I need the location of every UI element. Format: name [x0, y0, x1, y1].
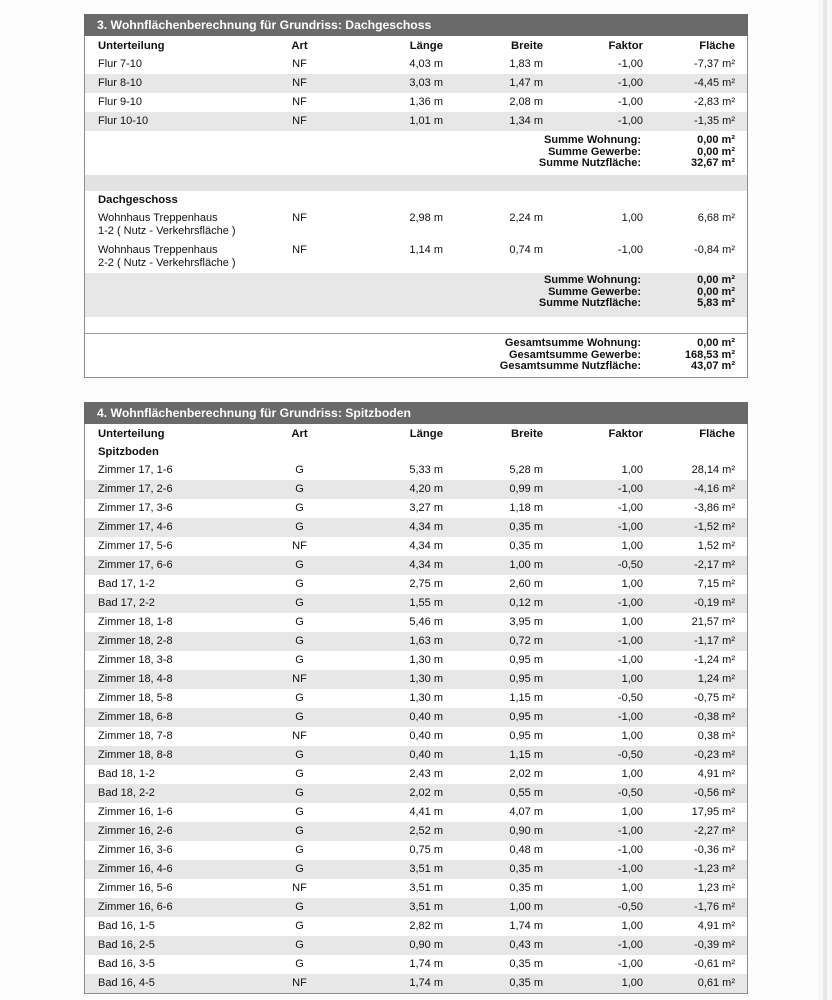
cell-art: NF — [292, 77, 307, 89]
cell-laenge: 1,63 m — [409, 635, 443, 647]
subtotal-value-gewerbe: 0,00 m² — [697, 145, 735, 158]
cell-faktor: 1,00 — [621, 882, 643, 894]
cell-faktor: -1,00 — [617, 863, 643, 875]
cell-unterteilung — [98, 212, 236, 238]
cell-unterteilung: Zimmer 16, 2-6 — [98, 825, 173, 837]
cell-art: G — [295, 863, 304, 875]
cell-faktor: -1,00 — [617, 597, 643, 609]
cell-unterteilung-line: Wohnhaus Treppenhaus — [98, 212, 218, 224]
cell-unterteilung: Zimmer 17, 3-6 — [98, 502, 173, 514]
cell-unterteilung: Zimmer 17, 5-6 — [98, 540, 173, 552]
cell-art: NF — [292, 58, 307, 70]
table-row — [85, 651, 747, 670]
subtotal-values — [697, 275, 735, 310]
cell-art: G — [295, 768, 304, 780]
table-row — [85, 209, 747, 241]
cell-flaeche: 28,14 m² — [691, 464, 735, 476]
cell-faktor: -1,00 — [617, 77, 643, 89]
cell-art: G — [295, 578, 304, 590]
table-body — [85, 461, 747, 993]
cell-art: NF — [292, 96, 307, 108]
cell-art: G — [295, 502, 304, 514]
column-header-laenge: Länge — [409, 40, 443, 52]
cell-flaeche: -2,83 m² — [694, 96, 735, 108]
cell-laenge: 2,52 m — [409, 825, 443, 837]
cell-laenge: 0,40 m — [409, 730, 443, 742]
cell-flaeche: 6,68 m² — [697, 212, 735, 224]
cell-unterteilung: Zimmer 17, 2-6 — [98, 483, 173, 495]
cell-faktor: 1,00 — [621, 920, 643, 932]
cell-faktor: -1,00 — [617, 958, 643, 970]
cell-art: G — [295, 825, 304, 837]
cell-flaeche: -1,24 m² — [694, 654, 735, 666]
cell-laenge: 3,51 m — [409, 901, 443, 913]
column-header-art: Art — [291, 40, 308, 52]
subtotal-label-nutzflaeche: Summe Nutzfläche: — [538, 157, 641, 170]
subtotal-value-nutzflaeche: 32,67 m² — [690, 157, 735, 170]
cell-faktor: -0,50 — [617, 787, 643, 799]
table-row — [85, 860, 747, 879]
cell-flaeche: 1,52 m² — [697, 540, 735, 552]
table-row — [85, 879, 747, 898]
cell-unterteilung: Zimmer 17, 1-6 — [98, 464, 173, 476]
cell-flaeche: -2,27 m² — [694, 825, 735, 837]
cell-art: G — [295, 521, 304, 533]
cell-laenge: 5,33 m — [409, 464, 443, 476]
table-row — [85, 955, 747, 974]
group-heading-label: Dachgeschoss — [98, 194, 178, 206]
cell-breite: 3,95 m — [509, 616, 543, 628]
cell-laenge: 4,20 m — [409, 483, 443, 495]
cell-faktor: -0,50 — [617, 749, 643, 761]
cell-unterteilung: Zimmer 18, 2-8 — [98, 635, 173, 647]
subtotal-label-nutzflaeche: Summe Nutzfläche: — [538, 297, 641, 310]
group-separator — [85, 175, 747, 191]
cell-unterteilung-line: 2-2 ( Nutz - Verkehrsfläche ) — [98, 257, 236, 269]
cell-laenge: 1,30 m — [409, 654, 443, 666]
cell-faktor: -1,00 — [617, 825, 643, 837]
cell-laenge: 1,36 m — [409, 96, 443, 108]
cell-faktor: -1,00 — [617, 711, 643, 723]
cell-unterteilung: Bad 16, 1-5 — [98, 920, 155, 932]
section-spitzboden — [84, 402, 748, 994]
cell-flaeche: 4,91 m² — [697, 768, 735, 780]
cell-flaeche: -1,35 m² — [694, 115, 735, 127]
cell-breite: 1,00 m — [509, 901, 543, 913]
grand-total-label-wohnung: Gesamtsumme Wohnung: — [504, 337, 641, 349]
cell-flaeche: 21,57 m² — [691, 616, 735, 628]
cell-breite: 0,95 m — [509, 654, 543, 666]
column-header-faktor: Faktor — [608, 428, 643, 440]
table-row — [85, 575, 747, 594]
subtotal-value-wohnung: 0,00 m² — [697, 274, 735, 286]
cell-flaeche: 0,38 m² — [697, 730, 735, 742]
cell-flaeche: 1,24 m² — [697, 673, 735, 685]
cell-art: G — [295, 958, 304, 970]
table-row — [85, 241, 747, 273]
cell-flaeche: -4,16 m² — [694, 483, 735, 495]
table-row — [85, 689, 747, 708]
cell-breite: 2,24 m — [509, 212, 543, 224]
cell-unterteilung: Zimmer 18, 6-8 — [98, 711, 173, 723]
table-row — [85, 974, 747, 993]
cell-faktor: -0,50 — [617, 692, 643, 704]
cell-flaeche: -0,56 m² — [694, 787, 735, 799]
cell-unterteilung: Zimmer 18, 5-8 — [98, 692, 173, 704]
cell-faktor: 1,00 — [621, 578, 643, 590]
table-row — [85, 613, 747, 632]
column-header-art: Art — [291, 428, 308, 440]
cell-breite: 0,35 m — [509, 863, 543, 875]
cell-unterteilung: Bad 17, 1-2 — [98, 578, 155, 590]
cell-art: G — [295, 559, 304, 571]
cell-laenge: 1,30 m — [409, 692, 443, 704]
cell-faktor: -1,00 — [617, 635, 643, 647]
section-dachgeschoss — [84, 14, 748, 378]
cell-faktor: -1,00 — [617, 483, 643, 495]
cell-unterteilung: Flur 8-10 — [98, 77, 143, 89]
cell-breite: 1,00 m — [509, 559, 543, 571]
cell-flaeche: 1,23 m² — [697, 882, 735, 894]
cell-flaeche: -7,37 m² — [694, 58, 735, 70]
table-row — [85, 784, 747, 803]
cell-faktor: 1,00 — [621, 768, 643, 780]
cell-faktor: 1,00 — [621, 977, 643, 989]
cell-breite: 2,60 m — [509, 578, 543, 590]
cell-unterteilung-line: 1-2 ( Nutz - Verkehrsfläche ) — [98, 225, 236, 237]
cell-laenge: 3,51 m — [409, 882, 443, 894]
cell-breite: 4,07 m — [509, 806, 543, 818]
column-header-unterteilung: Unterteilung — [98, 40, 165, 52]
column-header-flaeche: Fläche — [699, 428, 735, 440]
cell-laenge: 2,43 m — [409, 768, 443, 780]
cell-faktor: -1,00 — [617, 654, 643, 666]
cell-laenge: 4,34 m — [409, 559, 443, 571]
cell-laenge: 4,41 m — [409, 806, 443, 818]
cell-art: G — [295, 749, 304, 761]
cell-unterteilung: Bad 18, 1-2 — [98, 768, 155, 780]
cell-laenge: 2,02 m — [409, 787, 443, 799]
cell-laenge: 1,74 m — [409, 977, 443, 989]
table-row — [85, 803, 747, 822]
cell-flaeche: -0,19 m² — [694, 597, 735, 609]
cell-laenge: 0,40 m — [409, 711, 443, 723]
cell-flaeche: -2,17 m² — [694, 559, 735, 571]
cell-unterteilung: Zimmer 18, 1-8 — [98, 616, 173, 628]
cell-art: G — [295, 901, 304, 913]
cell-unterteilung: Bad 16, 3-5 — [98, 958, 155, 970]
cell-flaeche: -1,76 m² — [694, 901, 735, 913]
cell-art: G — [295, 920, 304, 932]
cell-breite: 0,48 m — [509, 844, 543, 856]
cell-breite: 0,43 m — [509, 939, 543, 951]
cell-breite: 5,28 m — [509, 464, 543, 476]
table-row — [85, 765, 747, 784]
cell-faktor: -1,00 — [617, 58, 643, 70]
table-row — [85, 822, 747, 841]
cell-flaeche: -3,86 m² — [694, 502, 735, 514]
cell-art: NF — [292, 882, 307, 894]
cell-laenge: 1,30 m — [409, 673, 443, 685]
table-row — [85, 518, 747, 537]
table-row — [85, 594, 747, 613]
cell-faktor: 1,00 — [621, 806, 643, 818]
cell-art: NF — [292, 115, 307, 127]
cell-breite: 0,95 m — [509, 730, 543, 742]
cell-unterteilung: Zimmer 17, 6-6 — [98, 559, 173, 571]
cell-faktor: -0,50 — [617, 901, 643, 913]
subtotal-value-wohnung: 0,00 m² — [697, 134, 735, 146]
grand-total-value-gewerbe: 168,53 m² — [684, 348, 735, 361]
cell-breite: 1,83 m — [509, 58, 543, 70]
cell-art: G — [295, 939, 304, 951]
table-row — [85, 499, 747, 518]
group-heading — [85, 191, 747, 209]
table-row — [85, 55, 747, 74]
cell-laenge: 3,03 m — [409, 77, 443, 89]
subtotal-label-wohnung: Summe Wohnung: — [544, 134, 641, 146]
cell-faktor: -1,00 — [617, 115, 643, 127]
cell-breite: 0,72 m — [509, 635, 543, 647]
cell-art: G — [295, 711, 304, 723]
cell-breite: 1,15 m — [509, 749, 543, 761]
cell-unterteilung-line: Wohnhaus Treppenhaus — [98, 244, 218, 256]
table-row — [85, 746, 747, 765]
table-row — [85, 917, 747, 936]
cell-unterteilung — [98, 244, 236, 270]
cell-breite: 0,95 m — [509, 673, 543, 685]
cell-art: G — [295, 483, 304, 495]
cell-breite: 0,35 m — [509, 977, 543, 989]
group-heading — [85, 443, 747, 461]
cell-art: G — [295, 464, 304, 476]
table-row — [85, 727, 747, 746]
cell-faktor: -1,00 — [617, 502, 643, 514]
cell-art: NF — [292, 212, 307, 224]
cell-unterteilung: Zimmer 16, 1-6 — [98, 806, 173, 818]
grand-total-label-nutzflaeche: Gesamtsumme Nutzfläche: — [499, 360, 641, 373]
subtotal-value-gewerbe: 0,00 m² — [697, 285, 735, 298]
cell-breite: 0,74 m — [509, 244, 543, 256]
cell-unterteilung: Zimmer 18, 7-8 — [98, 730, 173, 742]
cell-faktor: 1,00 — [621, 540, 643, 552]
cell-flaeche: -0,84 m² — [694, 244, 735, 256]
column-header-laenge: Länge — [409, 428, 443, 440]
grand-total-label-gewerbe: Gesamtsumme Gewerbe: — [508, 348, 641, 361]
subtotal-label-gewerbe: Summe Gewerbe: — [548, 285, 641, 298]
cell-flaeche: -0,23 m² — [694, 749, 735, 761]
cell-laenge: 1,14 m — [409, 244, 443, 256]
cell-laenge: 0,40 m — [409, 749, 443, 761]
subtotal-values — [691, 135, 735, 170]
cell-laenge: 1,01 m — [409, 115, 443, 127]
subtotals-block — [85, 273, 747, 317]
cell-laenge: 1,55 m — [409, 597, 443, 609]
grand-total-value-wohnung: 0,00 m² — [697, 337, 735, 349]
cell-faktor: 1,00 — [621, 673, 643, 685]
cell-flaeche: -1,17 m² — [694, 635, 735, 647]
table-row — [85, 670, 747, 689]
table-body — [85, 209, 747, 273]
cell-faktor: 1,00 — [621, 730, 643, 742]
cell-art: G — [295, 635, 304, 647]
cell-unterteilung: Zimmer 18, 3-8 — [98, 654, 173, 666]
cell-laenge: 4,34 m — [409, 540, 443, 552]
cell-faktor: -1,00 — [617, 521, 643, 533]
column-header-flaeche: Fläche — [699, 40, 735, 52]
cell-breite: 0,99 m — [509, 483, 543, 495]
cell-flaeche: -0,39 m² — [694, 939, 735, 951]
cell-flaeche: -4,45 m² — [694, 77, 735, 89]
cell-breite: 0,35 m — [509, 958, 543, 970]
cell-art: NF — [292, 244, 307, 256]
subtotal-labels — [539, 135, 641, 170]
cell-unterteilung: Zimmer 18, 4-8 — [98, 673, 173, 685]
cell-breite: 0,12 m — [509, 597, 543, 609]
cell-unterteilung: Bad 16, 4-5 — [98, 977, 155, 989]
scrollbar[interactable] — [818, 0, 832, 1000]
cell-breite: 0,95 m — [509, 711, 543, 723]
cell-breite: 1,15 m — [509, 692, 543, 704]
cell-laenge: 0,75 m — [409, 844, 443, 856]
cell-flaeche: -0,36 m² — [694, 844, 735, 856]
cell-unterteilung: Zimmer 16, 3-6 — [98, 844, 173, 856]
cell-art: NF — [292, 977, 307, 989]
scrollbar-thumb[interactable] — [823, 0, 827, 1000]
cell-laenge: 3,51 m — [409, 863, 443, 875]
table-body — [85, 55, 747, 131]
subtotal-label-wohnung: Summe Wohnung: — [544, 274, 641, 286]
cell-faktor: -0,50 — [617, 559, 643, 571]
cell-unterteilung: Flur 9-10 — [98, 96, 143, 108]
cell-breite: 0,35 m — [509, 540, 543, 552]
cell-unterteilung: Bad 16, 2-5 — [98, 939, 155, 951]
table-row — [85, 898, 747, 917]
cell-laenge: 1,74 m — [409, 958, 443, 970]
cell-faktor: 1,00 — [621, 212, 643, 224]
table-row — [85, 632, 747, 651]
grand-total-values — [685, 338, 735, 373]
section-title: 3. Wohnflächenberechnung für Grundriss: Dachgeschoss — [84, 14, 748, 36]
subtotal-value-nutzflaeche: 5,83 m² — [697, 297, 735, 310]
column-header-row — [85, 36, 747, 55]
cell-flaeche: 17,95 m² — [691, 806, 735, 818]
table-row — [85, 480, 747, 499]
cell-unterteilung: Zimmer 18, 8-8 — [98, 749, 173, 761]
table-row — [85, 936, 747, 955]
cell-breite: 1,74 m — [509, 920, 543, 932]
cell-unterteilung: Zimmer 17, 4-6 — [98, 521, 173, 533]
cell-unterteilung: Flur 10-10 — [98, 115, 149, 127]
cell-breite: 1,18 m — [509, 502, 543, 514]
cell-flaeche: 0,61 m² — [697, 977, 735, 989]
cell-faktor: -1,00 — [617, 939, 643, 951]
cell-art: G — [295, 844, 304, 856]
cell-unterteilung: Bad 17, 2-2 — [98, 597, 155, 609]
cell-flaeche: -0,61 m² — [694, 958, 735, 970]
cell-art: G — [295, 806, 304, 818]
table-row — [85, 74, 747, 93]
cell-laenge: 0,90 m — [409, 939, 443, 951]
grand-totals-block — [85, 334, 747, 377]
cell-unterteilung: Zimmer 16, 4-6 — [98, 863, 173, 875]
cell-art: NF — [292, 673, 307, 685]
cell-flaeche: -1,23 m² — [694, 863, 735, 875]
cell-art: G — [295, 597, 304, 609]
cell-laenge: 5,46 m — [409, 616, 443, 628]
cell-breite: 0,55 m — [509, 787, 543, 799]
cell-flaeche: -0,38 m² — [694, 711, 735, 723]
column-header-breite: Breite — [510, 40, 543, 52]
cell-faktor: 1,00 — [621, 464, 643, 476]
cell-art: G — [295, 654, 304, 666]
cell-unterteilung: Zimmer 16, 5-6 — [98, 882, 173, 894]
cell-laenge: 4,03 m — [409, 58, 443, 70]
subtotal-labels — [539, 275, 641, 310]
cell-laenge: 2,82 m — [409, 920, 443, 932]
cell-flaeche: -0,75 m² — [694, 692, 735, 704]
section-title: 4. Wohnflächenberechnung für Grundriss: Spitzboden — [84, 402, 748, 424]
column-header-unterteilung: Unterteilung — [98, 428, 165, 440]
cell-faktor: -1,00 — [617, 96, 643, 108]
cell-breite: 2,02 m — [509, 768, 543, 780]
cell-art: G — [295, 692, 304, 704]
cell-laenge: 4,34 m — [409, 521, 443, 533]
cell-breite: 0,35 m — [509, 882, 543, 894]
cell-art: G — [295, 616, 304, 628]
cell-breite: 2,08 m — [509, 96, 543, 108]
cell-flaeche: 4,91 m² — [697, 920, 735, 932]
cell-unterteilung: Bad 18, 2-2 — [98, 787, 155, 799]
cell-laenge: 3,27 m — [409, 502, 443, 514]
subtotal-label-gewerbe: Summe Gewerbe: — [548, 145, 641, 158]
cell-laenge: 2,75 m — [409, 578, 443, 590]
cell-faktor: -1,00 — [617, 244, 643, 256]
cell-art: G — [295, 787, 304, 799]
table-row — [85, 841, 747, 860]
cell-art: NF — [292, 730, 307, 742]
table-row — [85, 708, 747, 727]
group-heading-label: Spitzboden — [98, 446, 159, 458]
table-row — [85, 93, 747, 112]
table-row — [85, 537, 747, 556]
cell-art: NF — [292, 540, 307, 552]
cell-breite: 1,34 m — [509, 115, 543, 127]
cell-breite: 1,47 m — [509, 77, 543, 89]
column-header-row — [85, 424, 747, 443]
spacer — [85, 317, 747, 333]
cell-faktor: -1,00 — [617, 844, 643, 856]
cell-laenge: 2,98 m — [409, 212, 443, 224]
cell-flaeche: -1,52 m² — [694, 521, 735, 533]
column-header-faktor: Faktor — [608, 40, 643, 52]
grand-total-value-nutzflaeche: 43,07 m² — [690, 360, 735, 373]
subtotals-block — [85, 131, 747, 175]
grand-total-labels — [500, 338, 641, 373]
cell-breite: 0,90 m — [509, 825, 543, 837]
cell-breite: 0,35 m — [509, 521, 543, 533]
table-row — [85, 112, 747, 131]
cell-unterteilung: Flur 7-10 — [98, 58, 143, 70]
table-row — [85, 556, 747, 575]
cell-unterteilung: Zimmer 16, 6-6 — [98, 901, 173, 913]
column-header-breite: Breite — [510, 428, 543, 440]
cell-faktor: 1,00 — [621, 616, 643, 628]
table-row — [85, 461, 747, 480]
cell-flaeche: 7,15 m² — [697, 578, 735, 590]
